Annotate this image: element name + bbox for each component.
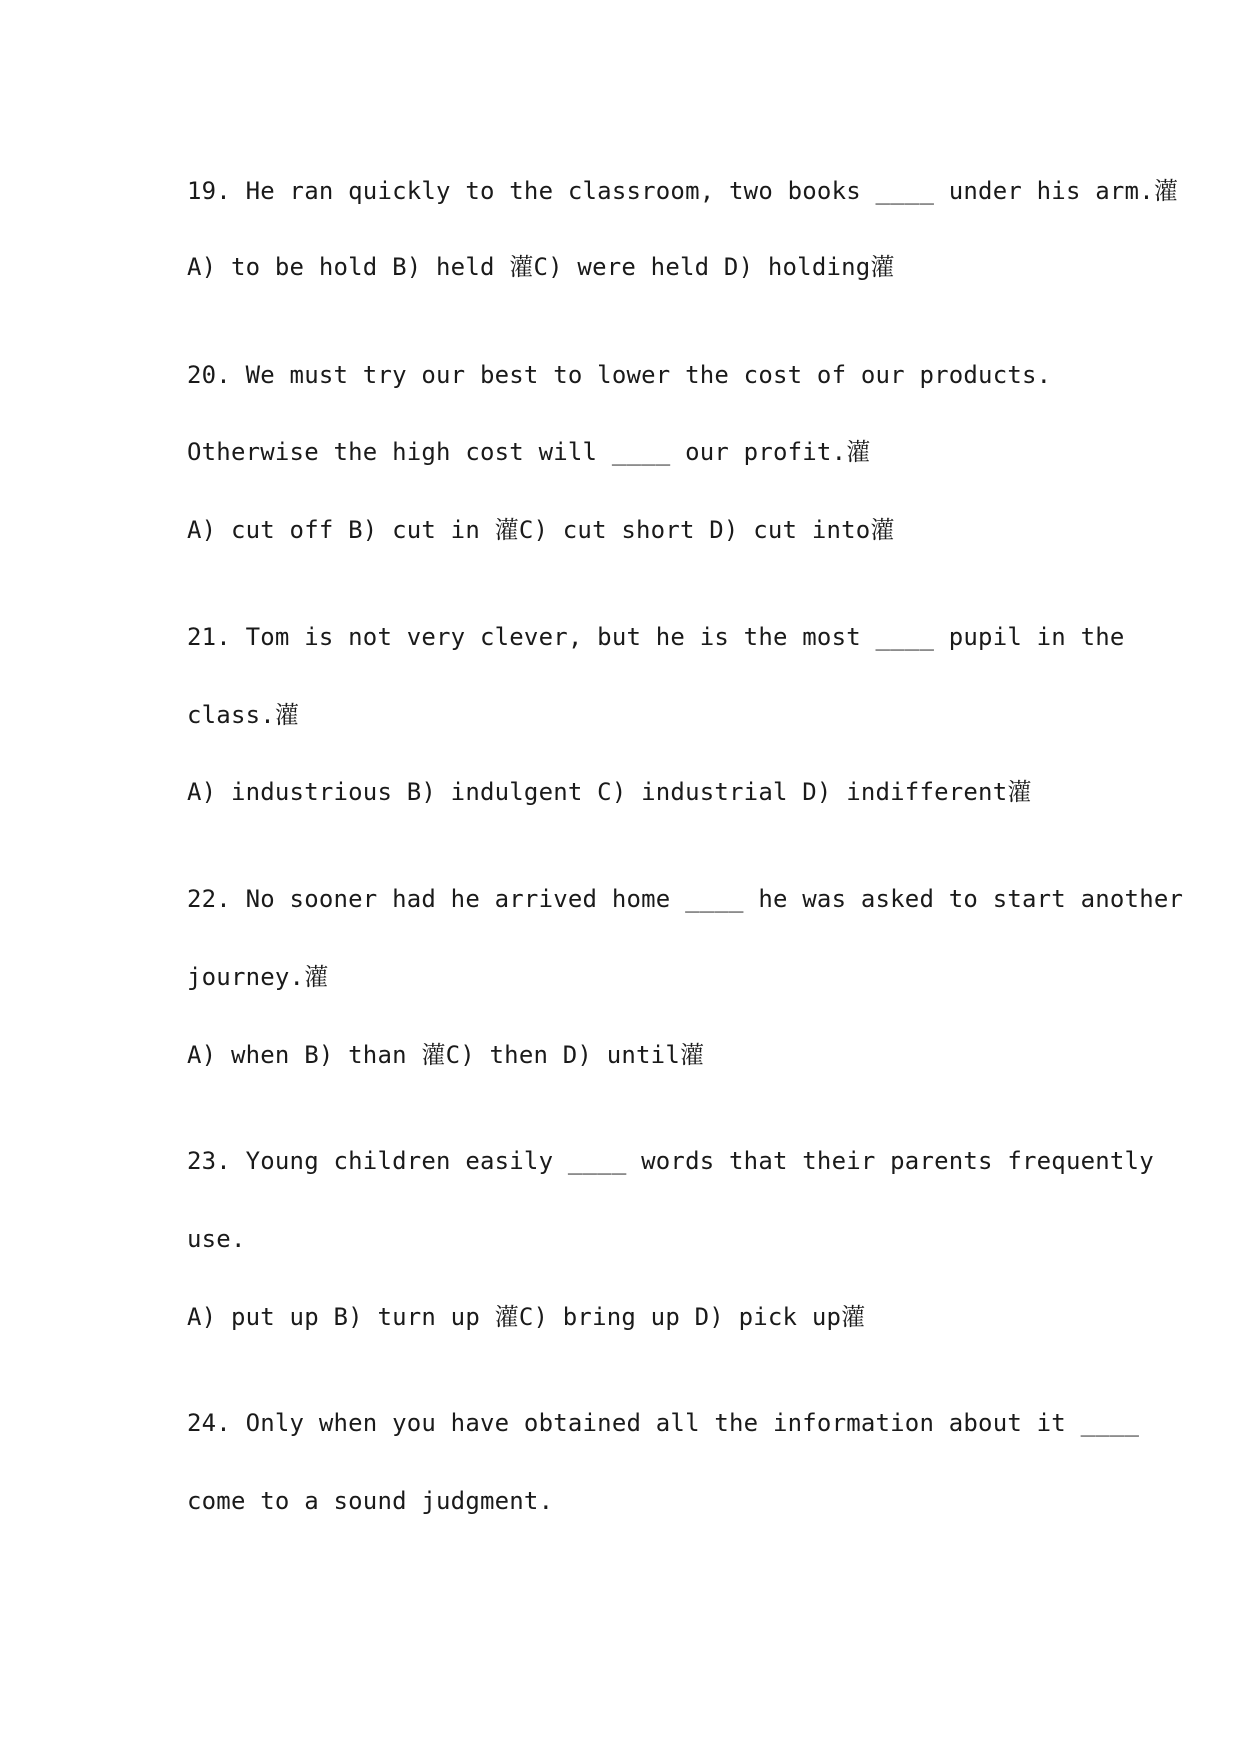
- question-20-stem-line-1: 20. We must try our best to lower the cost of our products.: [187, 361, 1052, 389]
- question-22-options: A) when B) than 灌C) then D) until灌: [187, 1041, 705, 1069]
- question-23-stem-line-2: use.: [187, 1225, 246, 1253]
- question-24-stem-line-2: come to a sound judgment.: [187, 1487, 554, 1515]
- question-22-stem-line-1: 22. No sooner had he arrived home ____ he was asked to start another: [187, 885, 1184, 913]
- question-21-stem-line-2: class.灌: [187, 701, 300, 729]
- question-23-stem-line-1: 23. Young children easily ____ words that their parents frequently: [187, 1147, 1154, 1175]
- question-24-stem-line-1: 24. Only when you have obtained all the information about it ____: [187, 1409, 1140, 1437]
- question-23-options: A) put up B) turn up 灌C) bring up D) pick up灌: [187, 1303, 866, 1331]
- question-20-options: A) cut off B) cut in 灌C) cut short D) cut into灌: [187, 516, 895, 544]
- question-21-options: A) industrious B) indulgent C) industrial D) indifferent灌: [187, 778, 1032, 806]
- question-22-stem-line-2: journey.灌: [187, 963, 329, 991]
- question-21-stem-line-1: 21. Tom is not very clever, but he is the most ____ pupil in the: [187, 623, 1125, 651]
- question-20-stem-line-2: Otherwise the high cost will ____ our profit.灌: [187, 438, 871, 466]
- question-19-options: A) to be hold B) held 灌C) were held D) holding灌: [187, 253, 895, 281]
- question-19-stem-line-1: 19. He ran quickly to the classroom, two books ____ under his arm.灌: [187, 177, 1179, 205]
